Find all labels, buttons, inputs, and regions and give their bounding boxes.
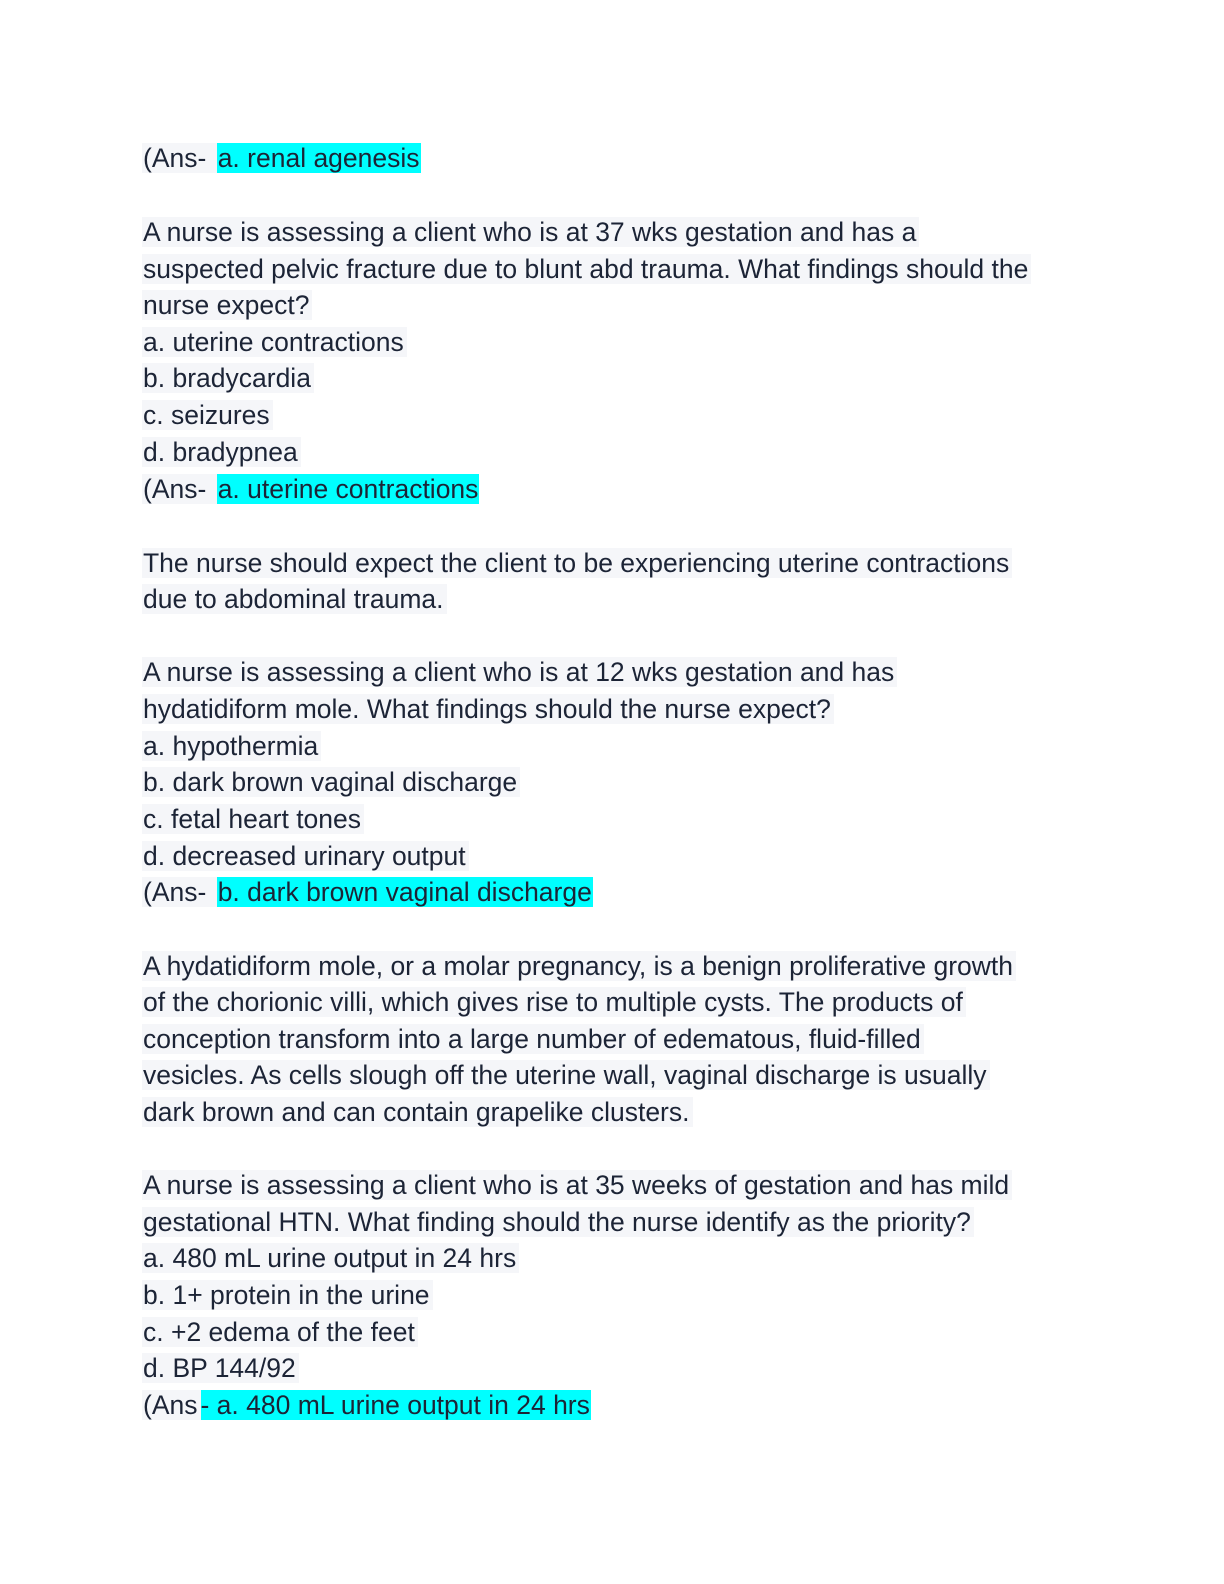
text-line: suspected pelvic fracture due to blunt abd trauma. What findings should the	[142, 254, 1031, 284]
option-line	[142, 325, 407, 359]
option-line	[142, 839, 469, 873]
rationale-line	[142, 546, 1012, 580]
option-d: d. BP 144/92	[142, 1353, 299, 1383]
answer-prefix: (Ans-	[142, 143, 217, 173]
text-line: vesicles. As cells slough off the uterine wall, vaginal discharge is usually	[142, 1060, 990, 1090]
answer-line	[142, 1388, 591, 1422]
option-line	[142, 802, 364, 836]
option-a: a. 480 mL urine output in 24 hrs	[142, 1243, 519, 1273]
answer-prefix: (Ans-	[142, 474, 217, 504]
question-text-line	[142, 252, 1031, 286]
rationale-line	[142, 985, 966, 1019]
option-line	[142, 729, 321, 763]
highlighted-answer: b. dark brown vaginal discharge	[217, 877, 592, 907]
option-line	[142, 1351, 299, 1385]
question-text-line	[142, 1205, 974, 1239]
option-c: c. fetal heart tones	[142, 804, 364, 834]
question-text-line	[142, 288, 312, 322]
option-b: b. dark brown vaginal discharge	[142, 767, 520, 797]
option-line	[142, 1241, 519, 1275]
text-line: conception transform into a large number of edematous, fluid-filled	[142, 1024, 924, 1054]
highlighted-answer: a. uterine contractions	[217, 474, 479, 504]
rationale-line	[142, 1095, 693, 1129]
question-text-line	[142, 215, 919, 249]
text-line: hydatidiform mole. What findings should the nurse expect?	[142, 694, 834, 724]
option-c: c. +2 edema of the feet	[142, 1317, 418, 1347]
highlighted-answer: - a. 480 mL urine output in 24 hrs	[200, 1390, 590, 1420]
option-line	[142, 1315, 418, 1349]
rationale-line	[142, 582, 447, 616]
text-line: A nurse is assessing a client who is at 37 wks gestation and has a	[142, 217, 919, 247]
option-line	[142, 435, 301, 469]
option-d: d. decreased urinary output	[142, 841, 469, 871]
rationale-line	[142, 949, 1016, 983]
text-line: nurse expect?	[142, 290, 312, 320]
option-c: c. seizures	[142, 400, 273, 430]
rationale-line	[142, 1058, 990, 1092]
option-line	[142, 765, 520, 799]
answer-line	[142, 141, 421, 175]
text-line: dark brown and can contain grapelike clusters.	[142, 1097, 693, 1127]
option-line	[142, 1278, 433, 1312]
option-a: a. uterine contractions	[142, 327, 407, 357]
highlighted-answer: a. renal agenesis	[217, 143, 420, 173]
text-line: gestational HTN. What finding should the nurse identify as the priority?	[142, 1207, 974, 1237]
option-b: b. 1+ protein in the urine	[142, 1280, 433, 1310]
answer-line	[142, 472, 479, 506]
text-line: The nurse should expect the client to be experiencing uterine contractions	[142, 548, 1012, 578]
text-line: of the chorionic villi, which gives rise to multiple cysts. The products of	[142, 987, 966, 1017]
option-d: d. bradypnea	[142, 437, 301, 467]
option-line	[142, 361, 314, 395]
text-line: A nurse is assessing a client who is at 12 wks gestation and has	[142, 657, 897, 687]
option-a: a. hypothermia	[142, 731, 321, 761]
question-text-line	[142, 692, 834, 726]
answer-prefix: (Ans	[142, 1390, 201, 1420]
question-text-line	[142, 655, 897, 689]
option-line	[142, 398, 273, 432]
option-b: b. bradycardia	[142, 363, 314, 393]
question-text-line	[142, 1168, 1012, 1202]
answer-line	[142, 875, 593, 909]
text-line: A hydatidiform mole, or a molar pregnancy, is a benign proliferative growth	[142, 951, 1016, 981]
text-line: due to abdominal trauma.	[142, 584, 447, 614]
rationale-line	[142, 1022, 924, 1056]
text-line: A nurse is assessing a client who is at 35 weeks of gestation and has mild	[142, 1170, 1012, 1200]
answer-prefix: (Ans-	[142, 877, 217, 907]
